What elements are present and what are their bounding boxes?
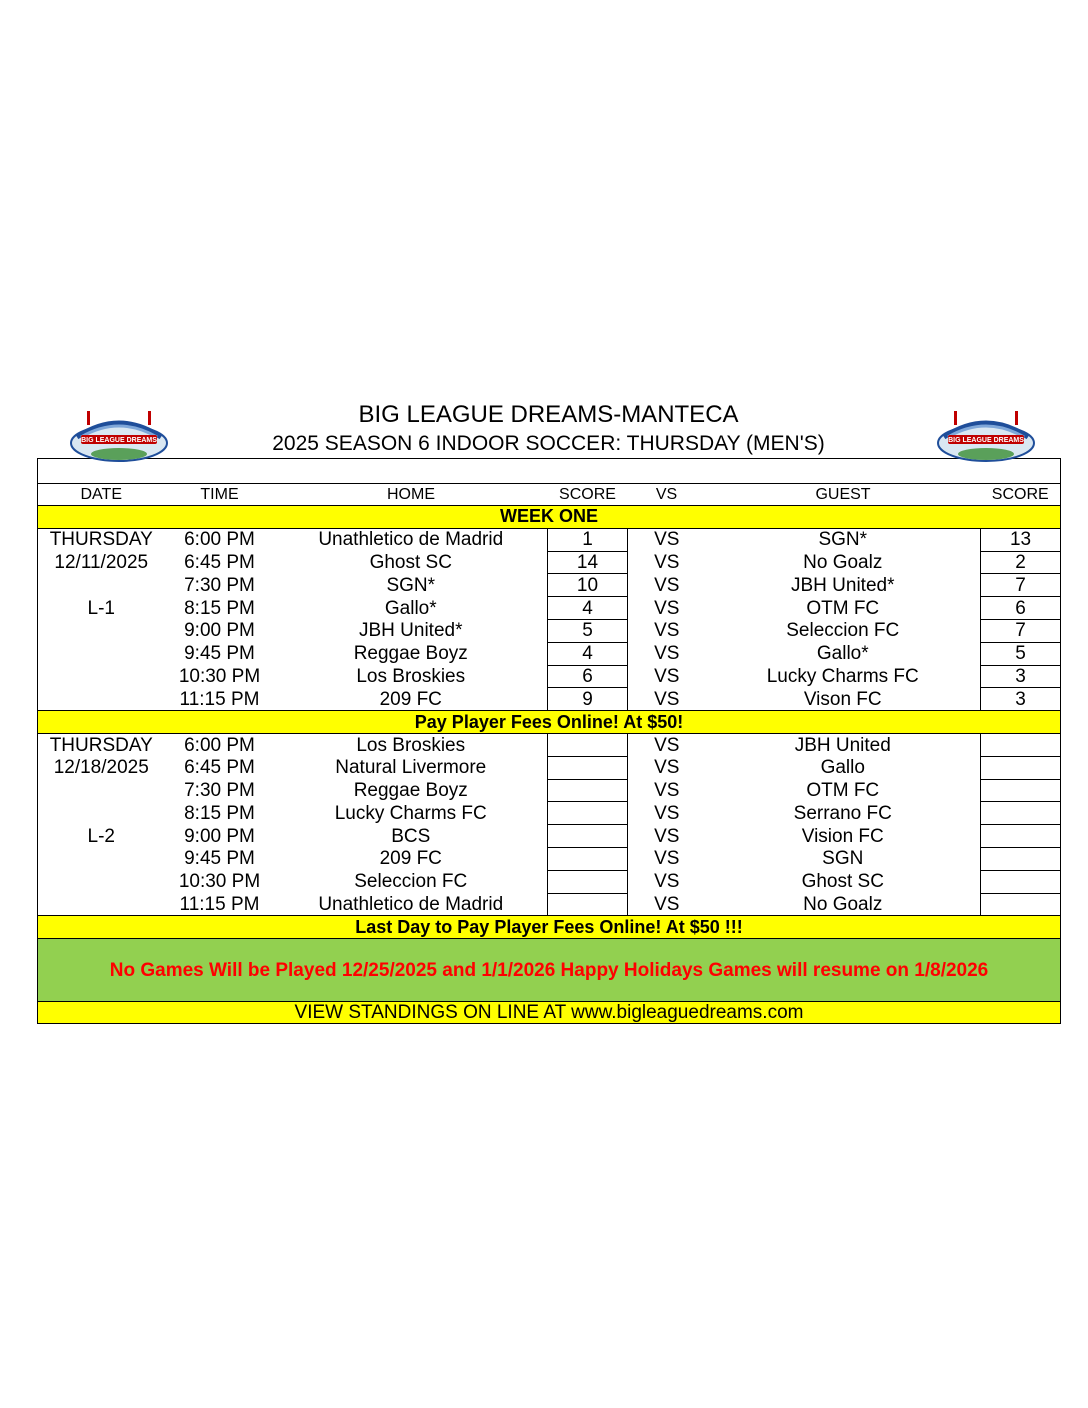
time-cell: 6:00 PM: [184, 529, 255, 551]
vs-cell: VS: [654, 734, 680, 756]
time-cell: 6:45 PM: [184, 551, 255, 573]
home-score-cell: [548, 825, 628, 848]
home-team-cell: 209 FC: [379, 688, 442, 710]
guest-team-cell: No Goalz: [803, 893, 883, 915]
game-row: [38, 688, 1061, 711]
time-cell: 10:30 PM: [178, 871, 261, 893]
game-row: [38, 847, 1061, 870]
guest-team-cell: Gallo: [820, 757, 865, 779]
date-cell: [38, 847, 165, 870]
home-team-cell: Lucky Charms FC: [334, 802, 487, 824]
game-row: [38, 528, 1061, 551]
date-cell: THURSDAY: [38, 528, 165, 551]
guest-team-cell: SGN*: [818, 529, 868, 551]
game-row: [38, 870, 1061, 893]
guest-score-cell: [981, 825, 1061, 848]
vs-cell: VS: [654, 529, 680, 551]
game-row: [38, 551, 1061, 574]
guest-score-cell: [981, 779, 1061, 802]
game-row: [38, 733, 1061, 756]
schedule-sheet: [37, 395, 1060, 1024]
home-team-cell: SGN*: [386, 574, 436, 596]
guest-team-cell: Vision FC: [801, 825, 884, 847]
vs-cell: VS: [654, 665, 680, 687]
time-cell: 9:45 PM: [184, 643, 255, 665]
time-cell: 9:00 PM: [184, 620, 255, 642]
date-cell: [38, 665, 165, 688]
home-team-cell: Gallo*: [384, 597, 437, 619]
col-date-header: DATE: [38, 484, 165, 506]
home-score-cell: 10: [548, 574, 628, 597]
home-score-cell: [548, 802, 628, 825]
vs-cell: VS: [654, 893, 680, 915]
game-row: [38, 597, 1061, 620]
guest-team-cell: Serrano FC: [793, 802, 892, 824]
week-two-games: [38, 733, 1061, 915]
guest-score-cell: 6: [981, 597, 1061, 620]
game-row: [38, 893, 1061, 916]
guest-score-cell: 2: [981, 551, 1061, 574]
svg-text:BIG LEAGUE DREAMS: BIG LEAGUE DREAMS: [948, 437, 1024, 444]
home-team-cell: 209 FC: [379, 848, 442, 870]
col-vs-header: VS: [655, 486, 678, 503]
home-score-cell: 4: [548, 642, 628, 665]
home-team-cell: JBH United*: [359, 620, 463, 642]
week-one-row: [38, 506, 1061, 529]
holiday-banner: No Games Will be Played 12/25/2025 and 1/1/2026 Happy Holidays Games will resume on 1/8/2026: [38, 939, 1061, 1002]
guest-team-cell: SGN: [822, 848, 864, 870]
home-score-cell: [548, 756, 628, 779]
fee-notice-row: [38, 711, 1061, 734]
time-cell: 9:45 PM: [184, 848, 255, 870]
page-title: BIG LEAGUE DREAMS-MANTECA: [358, 401, 739, 428]
time-cell: 8:15 PM: [184, 597, 255, 619]
guest-score-cell: [981, 733, 1061, 756]
home-score-cell: 6: [548, 665, 628, 688]
vs-cell: VS: [654, 757, 680, 779]
col-guest-score-header: SCORE: [981, 484, 1061, 506]
col-home-header: HOME: [387, 486, 435, 503]
date-cell: [38, 893, 165, 916]
vs-cell: VS: [654, 871, 680, 893]
home-team-cell: Los Broskies: [356, 734, 466, 756]
guest-team-cell: OTM FC: [806, 597, 880, 619]
time-cell: 11:15 PM: [179, 893, 260, 915]
guest-team-cell: No Goalz: [803, 551, 883, 573]
week-one-games: [38, 528, 1061, 710]
column-header-row: [38, 484, 1061, 506]
guest-score-cell: [981, 847, 1061, 870]
guest-team-cell: Vison FC: [803, 688, 882, 710]
guest-team-cell: Ghost SC: [801, 871, 884, 893]
last-day-notice: Last Day to Pay Player Fees Online! At $50 !!!: [38, 916, 1061, 939]
last-day-notice-row: [38, 916, 1061, 939]
guest-score-cell: [981, 893, 1061, 916]
game-row: [38, 802, 1061, 825]
time-cell: 11:15 PM: [179, 688, 260, 710]
time-cell: 8:15 PM: [184, 802, 255, 824]
date-cell: THURSDAY: [38, 733, 165, 756]
vs-cell: VS: [654, 643, 680, 665]
col-time-header: TIME: [200, 486, 239, 503]
vs-cell: VS: [654, 688, 680, 710]
svg-text:BIG LEAGUE DREAMS: BIG LEAGUE DREAMS: [81, 437, 157, 444]
home-team-cell: Seleccion FC: [354, 871, 468, 893]
guest-team-cell: OTM FC: [806, 779, 880, 801]
home-score-cell: 1: [548, 528, 628, 551]
vs-cell: VS: [654, 779, 680, 801]
date-cell: [38, 574, 165, 597]
vs-cell: VS: [654, 825, 680, 847]
guest-team-cell: JBH United*: [791, 574, 895, 596]
home-score-cell: [548, 870, 628, 893]
home-score-cell: 5: [548, 619, 628, 642]
home-score-cell: 14: [548, 551, 628, 574]
home-score-cell: [548, 847, 628, 870]
date-cell: L-1: [38, 597, 165, 620]
game-row: [38, 665, 1061, 688]
home-team-cell: Unathletico de Madrid: [318, 529, 504, 551]
guest-score-cell: 7: [981, 619, 1061, 642]
home-score-cell: 9: [548, 688, 628, 711]
game-row: [38, 574, 1061, 597]
home-team-cell: Unathletico de Madrid: [318, 893, 504, 915]
game-row: [38, 756, 1061, 779]
home-team-cell: Natural Livermore: [335, 757, 487, 779]
fee-notice: Pay Player Fees Online! At $50!: [38, 711, 1061, 734]
time-cell: 9:00 PM: [184, 825, 255, 847]
guest-score-cell: 5: [981, 642, 1061, 665]
time-cell: 7:30 PM: [184, 779, 255, 801]
vs-cell: VS: [654, 802, 680, 824]
guest-team-cell: JBH United: [794, 734, 891, 756]
guest-score-cell: 7: [981, 574, 1061, 597]
vs-cell: VS: [654, 597, 680, 619]
footer-row: [38, 1002, 1061, 1024]
standings-link-text: VIEW STANDINGS ON LINE AT www.bigleaguedreams.com: [38, 1002, 1061, 1024]
vs-cell: VS: [654, 551, 680, 573]
guest-score-cell: [981, 802, 1061, 825]
guest-team-cell: Lucky Charms FC: [766, 665, 919, 687]
game-row: [38, 619, 1061, 642]
vs-cell: VS: [654, 848, 680, 870]
date-cell: 12/18/2025: [38, 756, 165, 779]
holiday-banner-row: [38, 939, 1061, 1002]
guest-score-cell: 3: [981, 688, 1061, 711]
col-guest-header: GUEST: [815, 486, 871, 503]
game-row: [38, 825, 1061, 848]
home-team-cell: BCS: [391, 825, 431, 847]
date-cell: [38, 870, 165, 893]
date-cell: [38, 779, 165, 802]
date-cell: [38, 802, 165, 825]
date-cell: [38, 642, 165, 665]
blank-row: [38, 459, 1061, 484]
col-home-score-header: SCORE: [559, 486, 616, 503]
time-cell: 6:45 PM: [184, 757, 255, 779]
schedule-header: [37, 395, 1060, 458]
date-cell: [38, 688, 165, 711]
date-cell: L-2: [38, 825, 165, 848]
date-cell: [38, 619, 165, 642]
time-cell: 7:30 PM: [184, 574, 255, 596]
schedule-table: [37, 458, 1061, 1024]
page-subtitle: 2025 SEASON 6 INDOOR SOCCER: THURSDAY (MEN'S): [272, 432, 825, 455]
home-team-cell: Ghost SC: [369, 551, 452, 573]
guest-score-cell: 13: [981, 528, 1061, 551]
home-team-cell: Reggae Boyz: [353, 779, 468, 801]
guest-team-cell: Seleccion FC: [786, 620, 900, 642]
game-row: [38, 642, 1061, 665]
date-cell: 12/11/2025: [38, 551, 165, 574]
home-score-cell: [548, 733, 628, 756]
week-one-label: WEEK ONE: [38, 506, 1061, 529]
vs-cell: VS: [654, 574, 680, 596]
home-team-cell: Reggae Boyz: [353, 643, 468, 665]
time-cell: 6:00 PM: [184, 734, 255, 756]
home-score-cell: [548, 779, 628, 802]
guest-score-cell: [981, 870, 1061, 893]
time-cell: 10:30 PM: [178, 665, 261, 687]
vs-cell: VS: [654, 620, 680, 642]
home-score-cell: 4: [548, 597, 628, 620]
guest-team-cell: Gallo*: [816, 643, 869, 665]
game-row: [38, 779, 1061, 802]
home-team-cell: Los Broskies: [356, 665, 466, 687]
guest-score-cell: [981, 756, 1061, 779]
home-score-cell: [548, 893, 628, 916]
guest-score-cell: 3: [981, 665, 1061, 688]
